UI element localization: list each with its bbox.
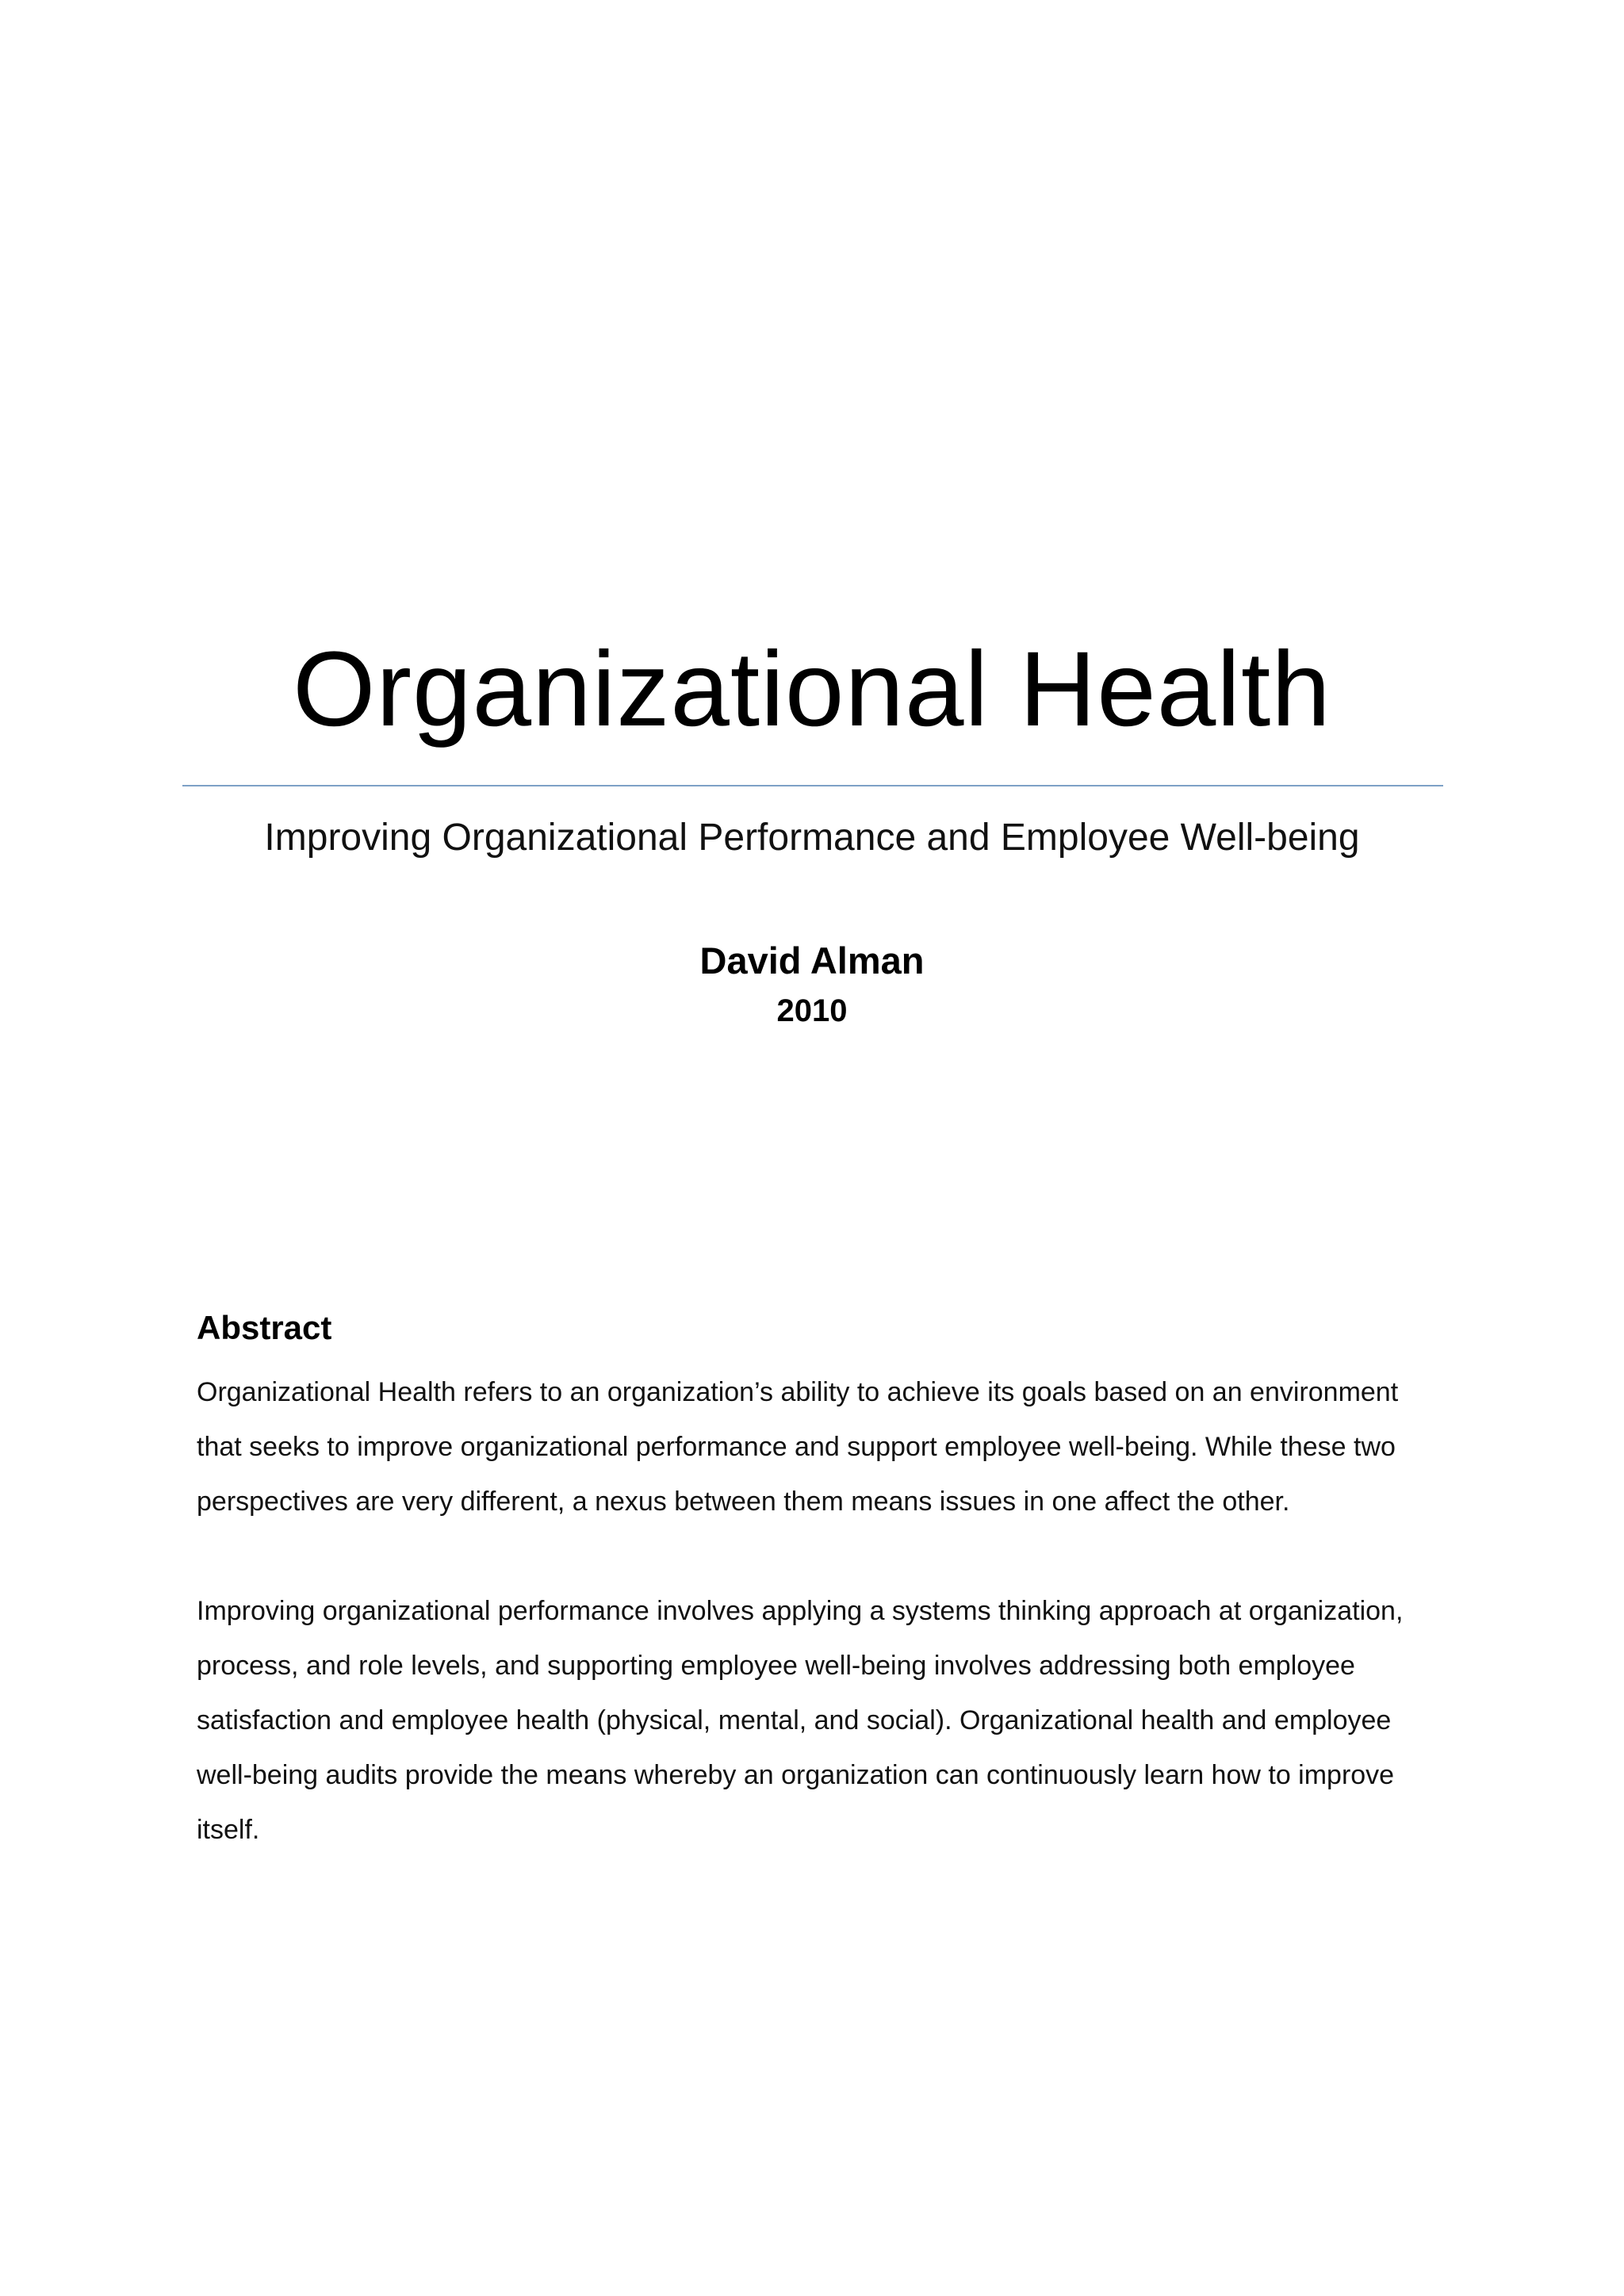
document-title: Organizational Health — [293, 630, 1331, 748]
document-subtitle: Improving Organizational Performance and Employee Well-being — [264, 817, 1360, 859]
abstract-paragraph: Improving organizational performance involves applying a systems thinking approach at organization, process, and role levels, and supporting employee well-being involves addressing both employee satisfaction and employee health (physical, mental, and social). Organizational health and employee well-being audits provide the means whereby an organization can continuously learn how to improve itself. — [197, 1596, 1404, 1845]
title-divider — [182, 785, 1443, 786]
abstract-heading: Abstract — [197, 1309, 332, 1346]
author-name: David Alman — [699, 939, 925, 982]
publication-year: 2010 — [776, 993, 848, 1028]
abstract-paragraph: Organizational Health refers to an organization’s ability to achieve its goals based on an environment that seeks to improve organizational performance and support employee well-being. While these two perspectives are very different, a nexus between them means issues in one affect the other. — [197, 1377, 1399, 1517]
